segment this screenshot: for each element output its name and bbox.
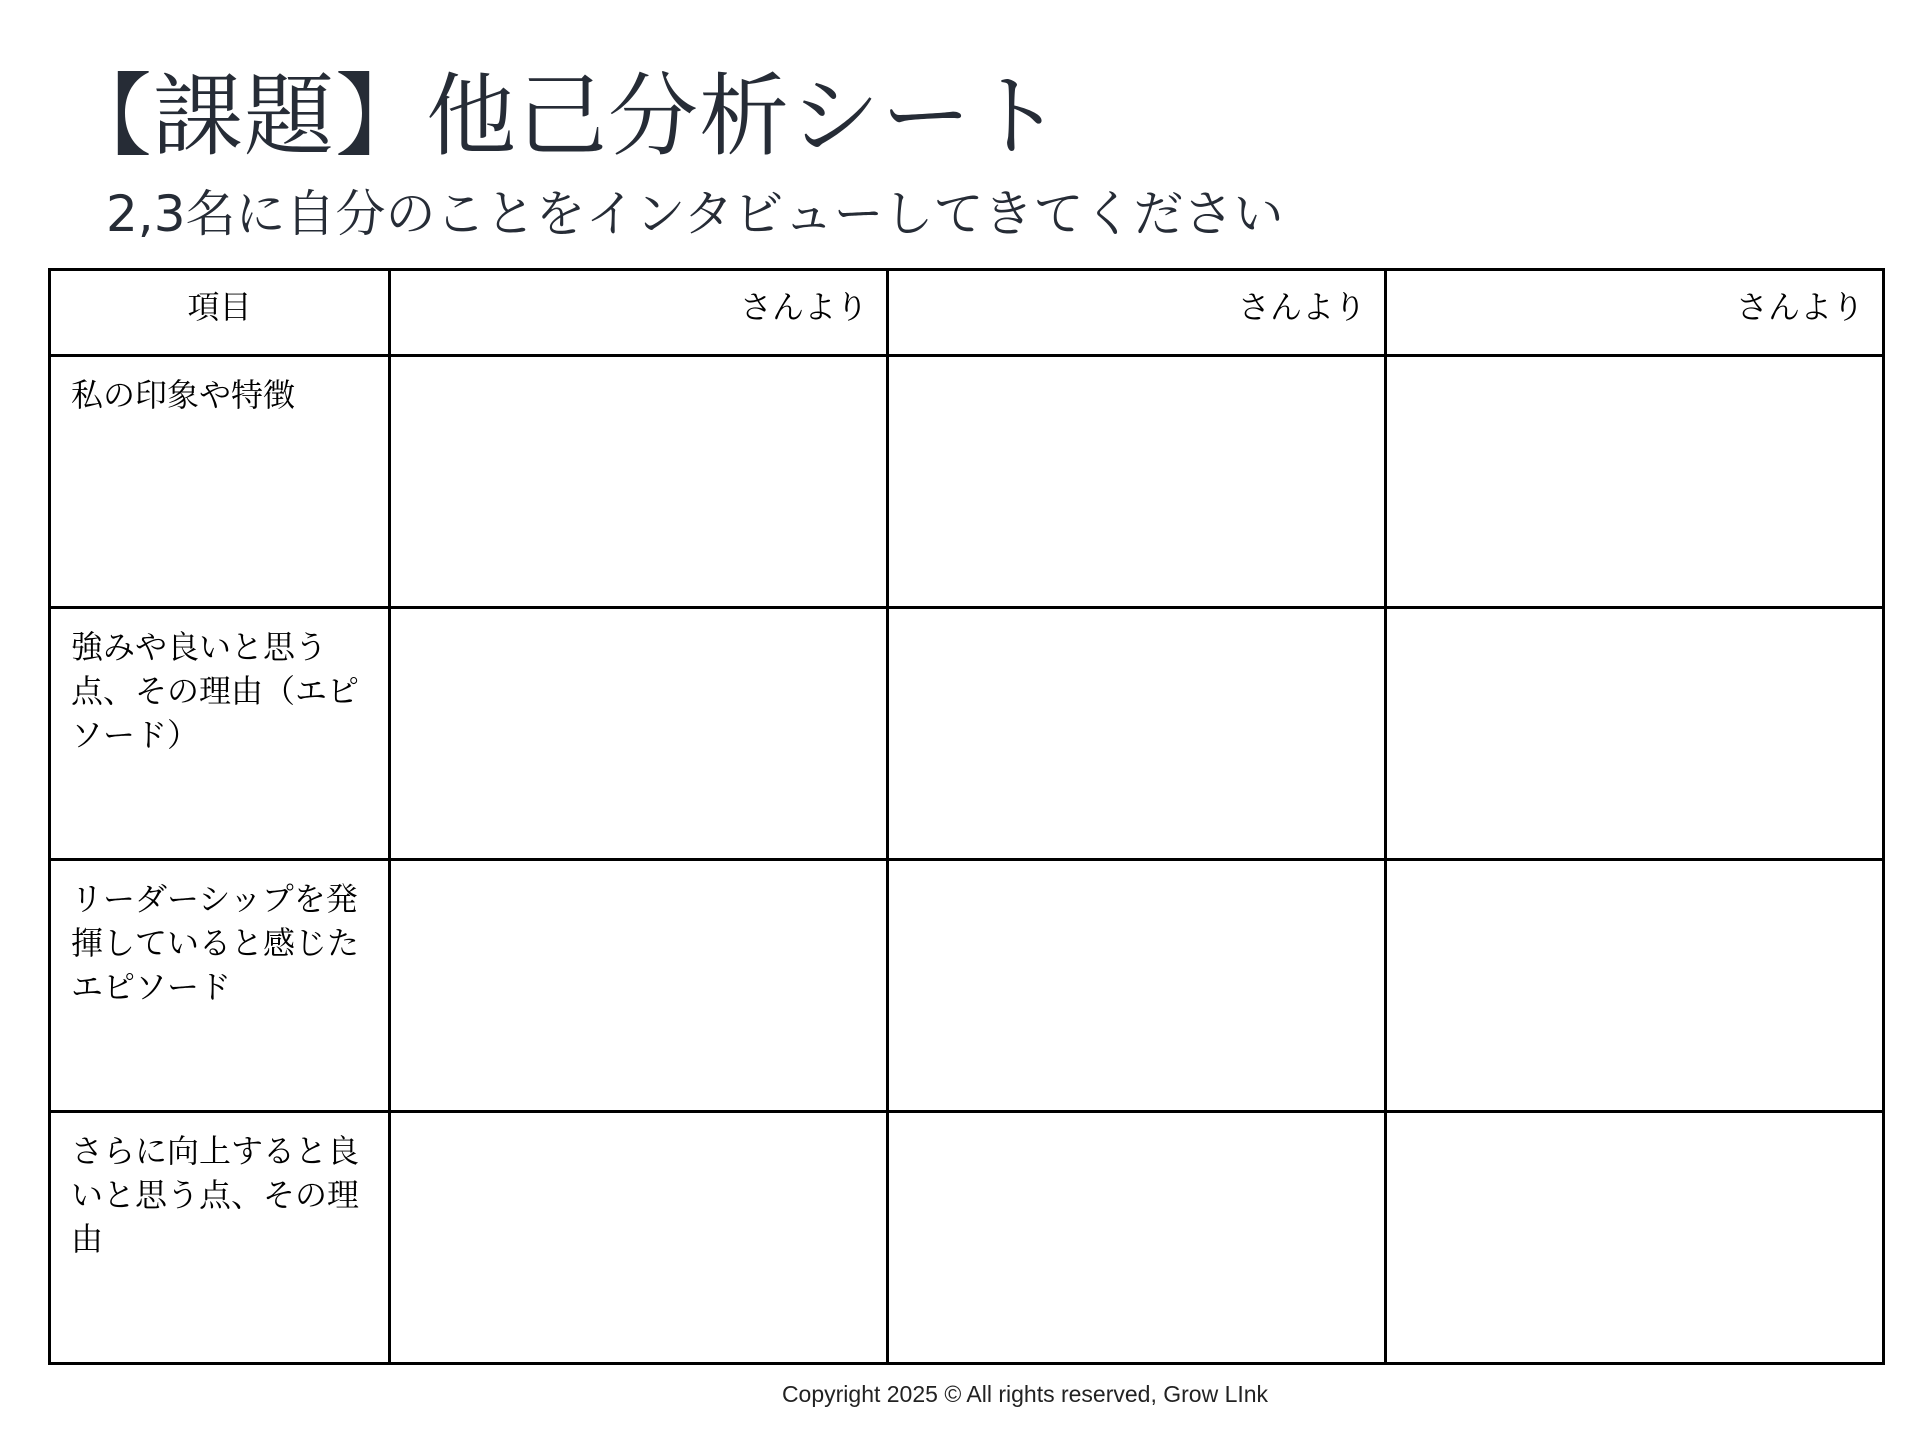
page-subtitle: 2,3名に自分のことをインタビューしてきてください [106, 185, 1284, 243]
table-header-row [50, 270, 1884, 356]
footer-copyright: Copyright 2025 © All rights reserved, Grow LInk [781, 1381, 1269, 1407]
item-column-header: 項目 [50, 270, 390, 356]
table-row [50, 1112, 1884, 1364]
row-label: さらに向上すると良いと思う点、その理由 [50, 1112, 390, 1364]
table-row [50, 860, 1884, 1112]
answer-cell[interactable] [1386, 608, 1884, 860]
analysis-table [48, 268, 1885, 1365]
answer-cell[interactable] [1386, 1112, 1884, 1364]
row-label: 私の印象や特徴 [50, 356, 390, 608]
answer-cell[interactable] [888, 860, 1386, 1112]
person-column-header: さんより [1386, 270, 1884, 356]
row-label: 強みや良いと思う点、その理由（エピソード） [50, 608, 390, 860]
person-column-header: さんより [888, 270, 1386, 356]
person-column-header: さんより [390, 270, 888, 356]
answer-cell[interactable] [390, 860, 888, 1112]
answer-cell[interactable] [1386, 860, 1884, 1112]
row-label: リーダーシップを発揮していると感じたエピソード [50, 860, 390, 1112]
answer-cell[interactable] [390, 356, 888, 608]
answer-cell[interactable] [390, 1112, 888, 1364]
answer-cell[interactable] [888, 356, 1386, 608]
answer-cell[interactable] [888, 1112, 1386, 1364]
table-row [50, 608, 1884, 860]
answer-cell[interactable] [1386, 356, 1884, 608]
table-row [50, 356, 1884, 608]
answer-cell[interactable] [888, 608, 1386, 860]
page-title: 【課題】他己分析シート [62, 64, 1063, 169]
answer-cell[interactable] [390, 608, 888, 860]
